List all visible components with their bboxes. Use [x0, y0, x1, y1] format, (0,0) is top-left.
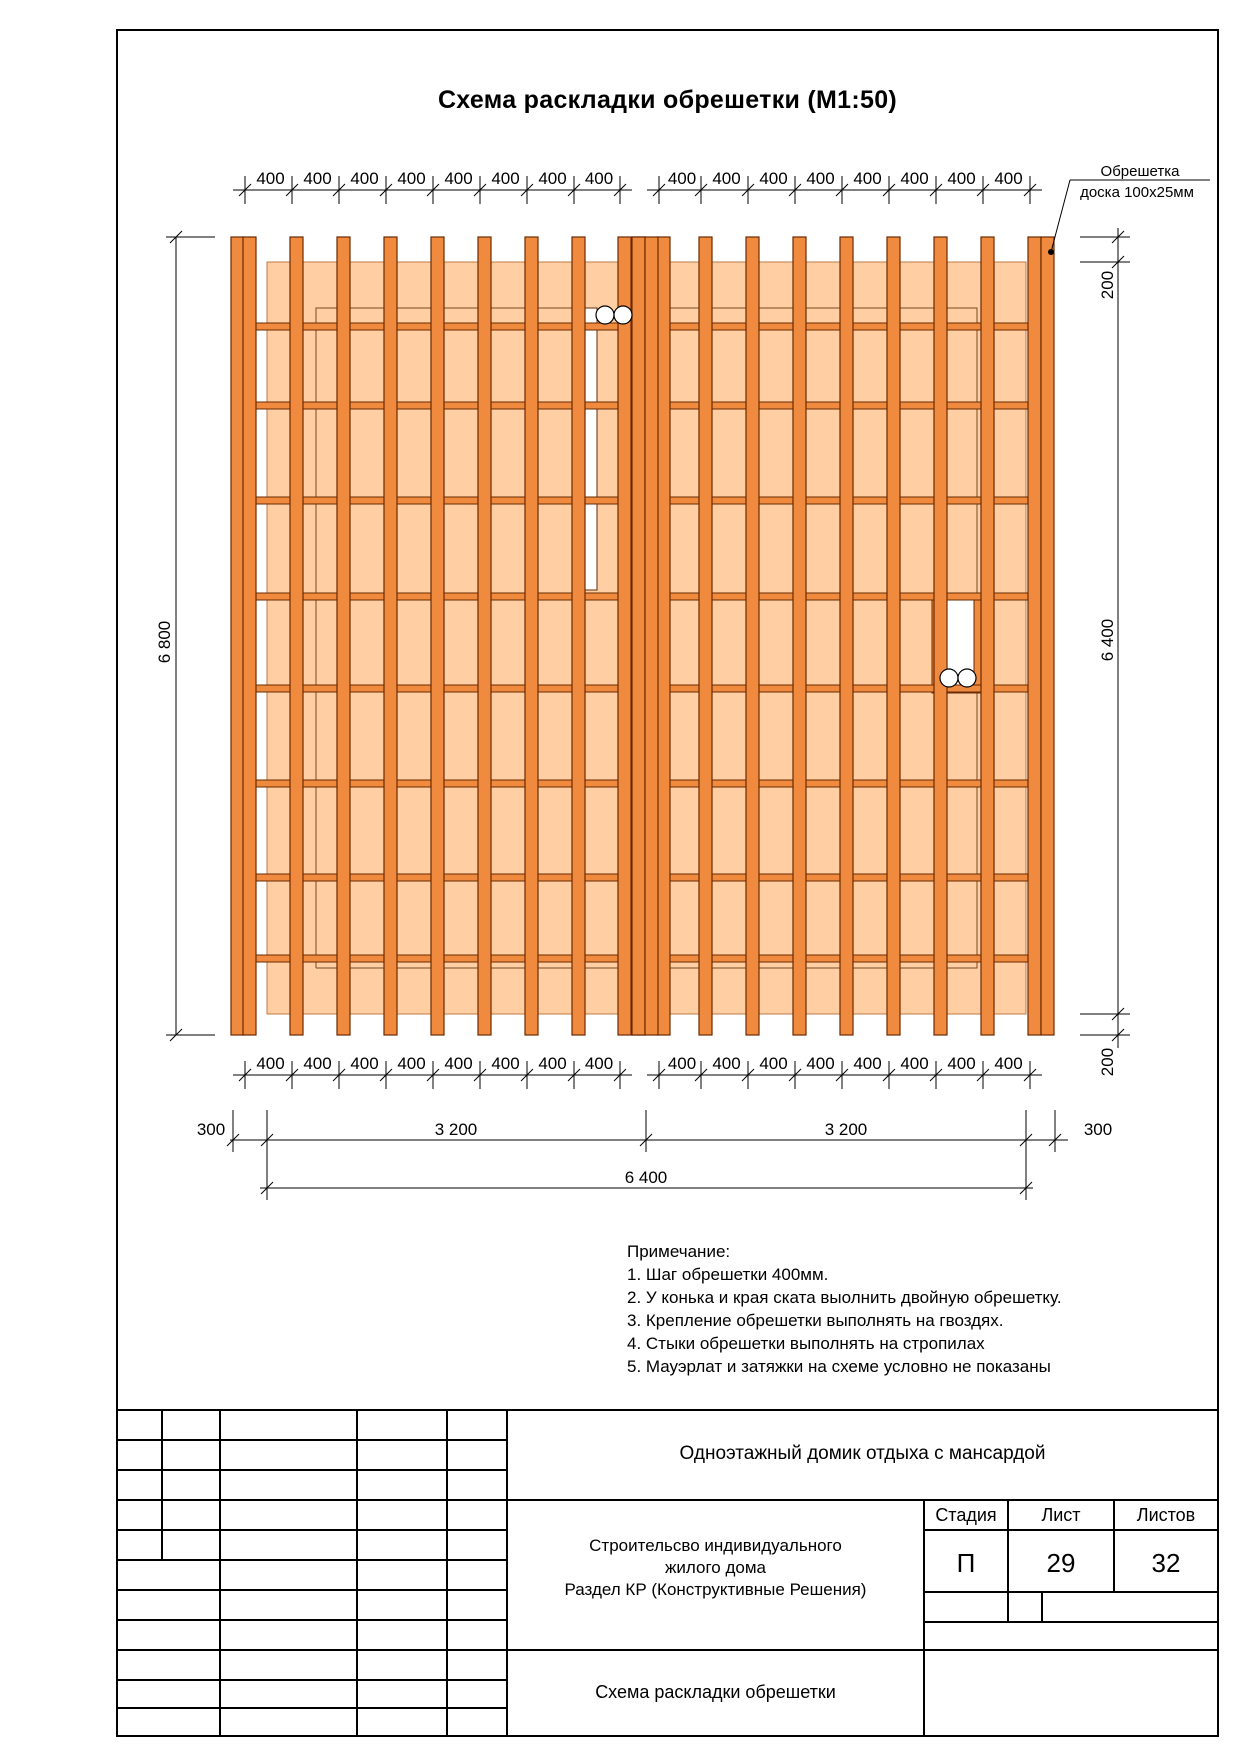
note-item: 1. Шаг обрешетки 400мм. — [627, 1265, 829, 1284]
notes-heading: Примечание: — [627, 1242, 731, 1261]
ridge-batten — [645, 237, 658, 1035]
lathing-batten-vertical — [657, 237, 670, 1035]
sheets-label: Листов — [1136, 1505, 1196, 1525]
spacing-dimension-label: 400 — [584, 1054, 614, 1073]
lathing-batten-vertical — [384, 237, 397, 1035]
callout-label-line1: Обрешетка — [1100, 163, 1180, 180]
half-span-label: 3 200 — [824, 1120, 868, 1139]
note-item: 3. Крепление обрешетки выполнять на гвоздях. — [627, 1311, 1004, 1330]
spacing-dimension-label: 400 — [853, 1054, 882, 1073]
spacing-dimension-label: 400 — [397, 169, 426, 188]
pipe-circle — [940, 669, 958, 687]
half-span-label: 3 200 — [434, 1120, 478, 1139]
sheets-count: 32 — [1151, 1548, 1181, 1578]
lathing-batten-vertical — [618, 237, 631, 1035]
spacing-dimension-label: 400 — [947, 1054, 976, 1073]
stage-value: П — [956, 1548, 976, 1578]
lathing-batten-vertical — [431, 237, 444, 1035]
full-span-label: 6 400 — [624, 1168, 668, 1187]
spacing-dimension-label: 400 — [538, 169, 567, 188]
edge-offset-label: 200 — [1098, 1047, 1117, 1077]
spacing-dimension-label: 400 — [994, 1054, 1023, 1073]
lathing-batten-vertical — [981, 237, 994, 1035]
height-dimension-label: 6 800 — [155, 620, 174, 664]
spacing-dimension-label: 400 — [350, 1054, 379, 1073]
sheet-number: 29 — [1046, 1548, 1076, 1578]
lathing-batten-vertical — [290, 237, 303, 1035]
spacing-dimension-label: 400 — [444, 1054, 473, 1073]
pipe-circle — [614, 306, 632, 324]
edge-offset-label: 200 — [1098, 270, 1117, 300]
project-description — [507, 1535, 924, 1601]
spacing-dimension-label: 400 — [759, 169, 788, 188]
spacing-dimension-label: 400 — [947, 169, 976, 188]
lathing-batten-vertical — [243, 237, 256, 1035]
sheet-label: Лист — [1041, 1505, 1081, 1525]
spacing-dimension-label: 400 — [853, 169, 882, 188]
spacing-dimension-label: 400 — [350, 169, 379, 188]
lathing-batten-vertical — [934, 237, 947, 1035]
pipe-circle — [958, 669, 976, 687]
spacing-dimension-label: 400 — [759, 1054, 788, 1073]
lathing-batten-vertical — [231, 237, 244, 1035]
description-line: Строительсво индивидуального — [589, 1536, 842, 1555]
callout-label-line2: доска 100х25мм — [1080, 184, 1194, 201]
spacing-dimension-label: 400 — [900, 169, 929, 188]
description-line: Раздел КР (Конструктивные Решения) — [564, 1580, 867, 1599]
lathing-batten-vertical — [699, 237, 712, 1035]
spacing-dimension-label: 400 — [491, 1054, 520, 1073]
spacing-dimension-label: 400 — [397, 1054, 426, 1073]
lathing-batten-vertical — [746, 237, 759, 1035]
overhang-label: 300 — [196, 1120, 226, 1139]
spacing-dimension-label: 400 — [256, 169, 285, 188]
project-title: Одноэтажный домик отдыха с мансардой — [679, 1443, 1046, 1464]
spacing-dimension-label: 400 — [806, 169, 835, 188]
lathing-batten-vertical — [1041, 237, 1054, 1035]
spacing-dimension-label: 400 — [806, 1054, 835, 1073]
lathing-batten-vertical — [887, 237, 900, 1035]
spacing-dimension-label: 400 — [667, 1054, 697, 1073]
spacing-dimension-label: 400 — [538, 1054, 567, 1073]
spacing-dimension-label: 400 — [667, 169, 697, 188]
note-item: 4. Стыки обрешетки выполнять на стропилах — [627, 1334, 985, 1353]
spacing-dimension-label: 400 — [900, 1054, 929, 1073]
spacing-dimension-label: 400 — [712, 1054, 741, 1073]
roof-plan — [231, 237, 1054, 1035]
inner-height-label: 6 400 — [1098, 618, 1117, 662]
spacing-dimension-label: 400 — [256, 1054, 285, 1073]
pipe-circle — [596, 306, 614, 324]
lathing-batten-vertical — [337, 237, 350, 1035]
description-line: жилого дома — [665, 1558, 766, 1577]
lathing-batten-vertical — [793, 237, 806, 1035]
lathing-batten-vertical — [572, 237, 585, 1035]
lathing-batten-vertical — [840, 237, 853, 1035]
spacing-dimension-label: 400 — [303, 1054, 332, 1073]
lathing-batten-vertical — [1028, 237, 1041, 1035]
spacing-dimension-label: 400 — [712, 169, 741, 188]
spacing-dimension-label: 400 — [491, 169, 520, 188]
drawing-name: Схема раскладки обрешетки — [595, 1682, 836, 1702]
spacing-dimension-label: 400 — [584, 169, 614, 188]
spacing-dimension-label: 400 — [444, 169, 473, 188]
ridge-batten — [632, 237, 645, 1035]
stage-label: Стадия — [935, 1505, 997, 1525]
note-item: 2. У конька и края ската выолнить двойную обрешетку. — [627, 1288, 1062, 1307]
drawing-title: Схема раскладки обрешетки (М1:50) — [437, 86, 898, 114]
callout-leader — [1048, 163, 1210, 255]
notes-block — [627, 1240, 1062, 1378]
spacing-dimension-label: 400 — [994, 169, 1023, 188]
lathing-batten-vertical — [525, 237, 538, 1035]
spacing-dimension-label: 400 — [303, 169, 332, 188]
lathing-batten-vertical — [478, 237, 491, 1035]
overhang-label: 300 — [1083, 1120, 1113, 1139]
note-item: 5. Мауэрлат и затяжки на схеме условно не показаны — [627, 1357, 1051, 1376]
